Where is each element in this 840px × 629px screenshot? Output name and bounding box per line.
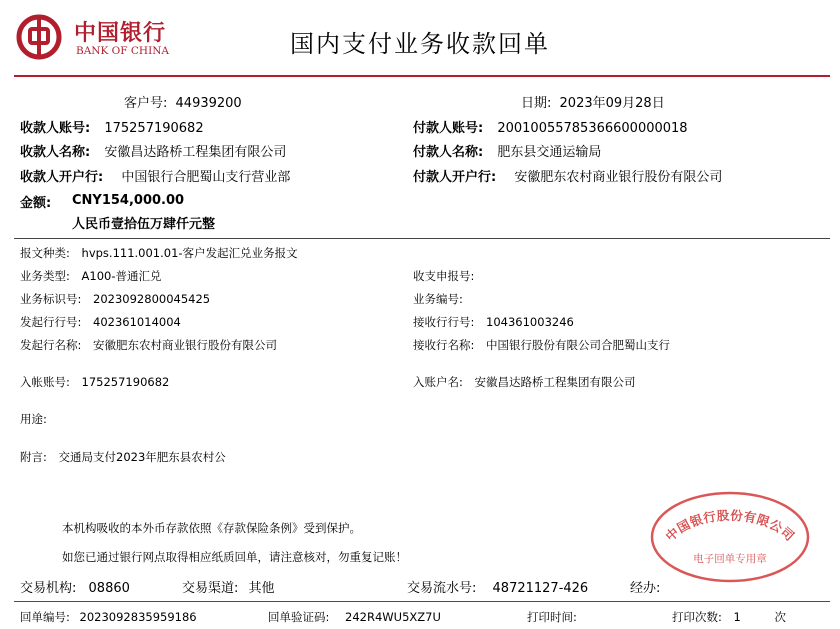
- section-divider: [14, 238, 830, 239]
- verify-code: [268, 609, 441, 625]
- declare-no-label: 收支申报号:: [413, 269, 475, 283]
- payee-name-label: 收款人名称:: [20, 145, 91, 160]
- verify-code-label: 回单验证码:: [268, 610, 330, 624]
- payer-account-value: 20010055785366600000018: [497, 121, 688, 136]
- print-time-label: 打印时间:: [527, 610, 577, 624]
- in-account: [20, 374, 169, 390]
- payee-bank-value: 中国银行合肥蜀山支行营业部: [121, 170, 291, 185]
- payee-account-label: 收款人账号:: [20, 121, 91, 136]
- payer-name-label: 付款人名称:: [413, 145, 484, 160]
- amount-label: 金额:: [20, 196, 52, 211]
- trade-channel: [182, 577, 275, 596]
- bottom-red-rule: [14, 601, 830, 602]
- biz-id: [20, 291, 210, 307]
- date-value: 2023年09月28日: [559, 96, 665, 111]
- top-red-rule: [14, 75, 830, 77]
- msg-type-label: 报文种类:: [20, 246, 70, 260]
- biz-id-value: 2023092800045425: [93, 292, 211, 306]
- bank-name-en: BANK OF CHINA: [76, 45, 170, 57]
- official-stamp: [648, 488, 812, 584]
- trade-channel-label: 交易渠道:: [182, 581, 239, 596]
- in-account-name-value: 安徽昌达路桥工程集团有限公司: [474, 375, 636, 389]
- date: [521, 92, 665, 111]
- msg-type: [20, 245, 298, 261]
- payee-name-value: 安徽昌达路桥工程集团有限公司: [104, 145, 287, 160]
- duplicate-warning-notice: 如您已通过银行网点取得相应纸质回单，请注意核对，勿重复记账！: [62, 550, 407, 564]
- payee-name: [20, 141, 286, 160]
- stamp-bottom-text: 电子回单专用章: [693, 553, 767, 565]
- note-value: 交通局支付2023年肥东县农村公: [58, 450, 226, 464]
- trade-org: [20, 577, 130, 596]
- payer-bank-value: 安徽肥东农村商业银行股份有限公司: [514, 170, 723, 185]
- verify-code-value: 242R4WU5XZ7U: [345, 610, 441, 624]
- trade-serial: [407, 577, 588, 596]
- payer-bank-label: 付款人开户行:: [413, 170, 497, 185]
- msg-type-value: hvps.111.001.01-客户发起汇兑业务报文: [81, 246, 298, 260]
- bank-emblem-icon: [16, 14, 62, 60]
- note: [20, 449, 226, 465]
- document-title: 国内支付业务收款回单: [290, 30, 550, 58]
- in-account-label: 入帐账号:: [20, 375, 70, 389]
- payer-name: [413, 141, 601, 160]
- payer-account-label: 付款人账号:: [413, 121, 484, 136]
- print-time: [527, 609, 577, 625]
- customer-no: [124, 92, 242, 111]
- purpose: [20, 411, 47, 427]
- customer-no-label: 客户号:: [124, 96, 168, 111]
- deposit-insurance-notice: 本机构吸收的本外币存款依照《存款保险条例》受到保护。: [62, 521, 361, 535]
- stamp-ellipse-icon: [648, 488, 812, 584]
- biz-type-label: 业务类型:: [20, 269, 70, 283]
- receipt-no-label: 回单编号:: [20, 610, 70, 624]
- receipt-no: [20, 609, 197, 625]
- payee-account: [20, 117, 204, 136]
- init-bank-name-label: 发起行名称:: [20, 338, 82, 352]
- bank-name-cn: 中国银行: [74, 20, 167, 46]
- handler: [630, 577, 660, 596]
- biz-no: [413, 291, 463, 307]
- init-bank-no: [20, 314, 181, 330]
- init-bank-no-value: 402361014004: [93, 315, 181, 329]
- receipt-no-value: 2023092835959186: [79, 610, 197, 624]
- payer-name-value: 肥东县交通运输局: [497, 145, 602, 160]
- amount-words: 人民币壹拾伍万肆仟元整: [72, 217, 216, 232]
- handler-label: 经办:: [630, 581, 661, 596]
- in-account-name-label: 入账户名:: [413, 375, 463, 389]
- trade-serial-label: 交易流水号:: [407, 581, 477, 596]
- recv-bank-name-label: 接收行名称:: [413, 338, 475, 352]
- payee-bank-label: 收款人开户行:: [20, 170, 104, 185]
- print-count-unit: 次: [774, 610, 787, 624]
- biz-no-label: 业务编号:: [413, 292, 463, 306]
- biz-type: [20, 268, 162, 284]
- note-label: 附言:: [20, 450, 47, 464]
- purpose-label: 用途:: [20, 412, 47, 426]
- init-bank-no-label: 发起行行号:: [20, 315, 82, 329]
- customer-no-value: 44939200: [175, 96, 242, 111]
- payee-account-value: 175257190682: [104, 121, 204, 136]
- print-count-label: 打印次数:: [672, 610, 722, 624]
- trade-serial-value: 48721127-426: [492, 581, 589, 596]
- print-count: [672, 609, 786, 625]
- biz-type-value: A100-普通汇兑: [81, 269, 162, 283]
- recv-bank-name: [413, 337, 670, 353]
- trade-org-value: 08860: [88, 581, 130, 596]
- declare-no: [413, 268, 474, 284]
- payer-account: [413, 117, 688, 136]
- in-account-name: [413, 374, 636, 390]
- bank-logo: [16, 14, 176, 64]
- trade-channel-value: 其他: [248, 581, 275, 596]
- init-bank-name: [20, 337, 277, 353]
- in-account-value: 175257190682: [81, 375, 170, 389]
- date-label: 日期:: [521, 96, 552, 111]
- svg-text:中国银行股份有限公司: [662, 508, 797, 544]
- payer-bank: [413, 166, 722, 185]
- amount-value: CNY154,000.00: [72, 193, 185, 208]
- init-bank-name-value: 安徽肥东农村商业银行股份有限公司: [93, 338, 278, 352]
- stamp-top-text: 中国银行股份有限公司: [662, 507, 798, 544]
- trade-org-label: 交易机构:: [20, 581, 77, 596]
- recv-bank-name-value: 中国银行股份有限公司合肥蜀山支行: [486, 338, 671, 352]
- recv-bank-no-label: 接收行行号:: [413, 315, 475, 329]
- payee-bank: [20, 166, 290, 185]
- biz-id-label: 业务标识号:: [20, 292, 82, 306]
- print-count-value: 1: [733, 610, 741, 624]
- recv-bank-no: [413, 314, 574, 330]
- recv-bank-no-value: 104361003246: [486, 315, 574, 329]
